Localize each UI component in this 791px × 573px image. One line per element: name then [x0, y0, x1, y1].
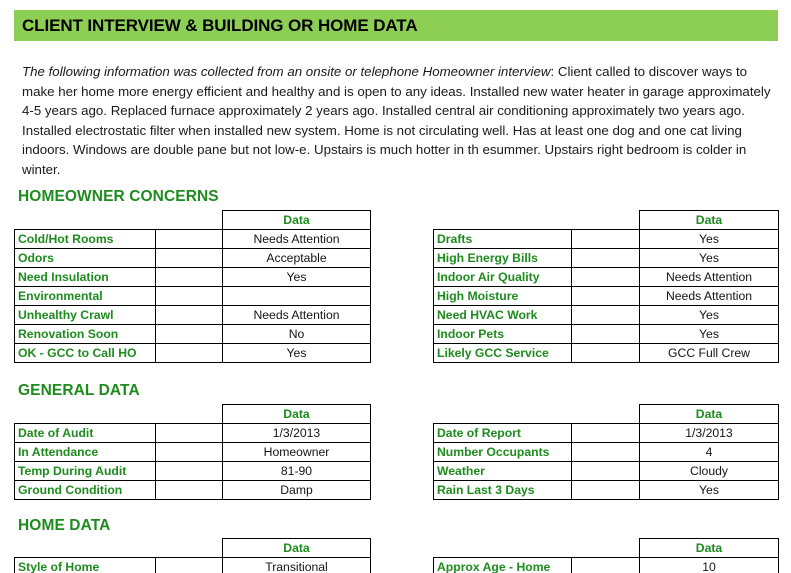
row-middle-cell[interactable] [572, 462, 640, 481]
section-heading-home-data: HOME DATA [18, 517, 111, 534]
column-header-data: Data [640, 211, 779, 230]
row-value-in-attendance[interactable]: Homeowner [223, 443, 371, 462]
table-homeowner-concerns-right [433, 210, 779, 363]
table-row [15, 443, 371, 462]
row-middle-cell[interactable] [572, 424, 640, 443]
row-middle-cell[interactable] [156, 424, 223, 443]
table-homeowner-concerns-left [14, 210, 371, 363]
row-value-need-hvac-work[interactable]: Yes [640, 306, 779, 325]
row-value-approx-age-home[interactable]: 10 [640, 558, 779, 573]
row-value-ground-condition[interactable]: Damp [223, 481, 371, 500]
table-row [15, 424, 371, 443]
table-row [434, 443, 779, 462]
header-spacer-cell [572, 211, 640, 230]
row-value-ok-gcc-to-call-ho[interactable]: Yes [223, 344, 371, 363]
row-label-drafts: Drafts [434, 230, 572, 249]
row-middle-cell[interactable] [156, 462, 223, 481]
row-value-likely-gcc-service[interactable]: GCC Full Crew [640, 344, 779, 363]
row-label-renovation-soon: Renovation Soon [15, 325, 156, 344]
table-row [434, 268, 779, 287]
table-header-row [434, 211, 779, 230]
section-heading-homeowner-concerns: HOMEOWNER CONCERNS [18, 188, 219, 205]
row-value-drafts[interactable]: Yes [640, 230, 779, 249]
column-header-data: Data [223, 539, 371, 558]
table-header-row [15, 405, 371, 424]
row-value-high-energy-bills[interactable]: Yes [640, 249, 779, 268]
row-label-temp-during-audit: Temp During Audit [15, 462, 156, 481]
row-value-date-of-report[interactable]: 1/3/2013 [640, 424, 779, 443]
row-middle-cell[interactable] [572, 325, 640, 344]
row-middle-cell[interactable] [156, 443, 223, 462]
row-label-environmental: Environmental [15, 287, 156, 306]
column-header-data: Data [223, 405, 371, 424]
header-spacer-cell [15, 211, 156, 230]
table-row [15, 344, 371, 363]
row-label-odors: Odors [15, 249, 156, 268]
row-value-odors[interactable]: Acceptable [223, 249, 371, 268]
row-value-need-insulation[interactable]: Yes [223, 268, 371, 287]
header-spacer-cell [434, 405, 572, 424]
row-middle-cell[interactable] [156, 344, 223, 363]
row-label-likely-gcc-service: Likely GCC Service [434, 344, 572, 363]
row-middle-cell[interactable] [572, 249, 640, 268]
row-middle-cell[interactable] [156, 230, 223, 249]
row-value-cold-hot-rooms[interactable]: Needs Attention [223, 230, 371, 249]
header-spacer-cell [156, 539, 223, 558]
row-label-rain-last-3-days: Rain Last 3 Days [434, 481, 572, 500]
page-title: CLIENT INTERVIEW & BUILDING OR HOME DATA [22, 15, 418, 35]
page-header-banner [14, 10, 778, 41]
column-header-data: Data [640, 405, 779, 424]
table-general-data-left [14, 404, 371, 500]
intro-lead-text: The following information was collected from an onsite or telephone Homeowner interview [22, 64, 551, 79]
row-value-renovation-soon[interactable]: No [223, 325, 371, 344]
row-label-weather: Weather [434, 462, 572, 481]
row-value-indoor-pets[interactable]: Yes [640, 325, 779, 344]
row-value-style-of-home[interactable]: Transitional [223, 558, 371, 573]
table-row [15, 230, 371, 249]
table-row [15, 558, 371, 573]
header-spacer-cell [572, 539, 640, 558]
row-middle-cell[interactable] [572, 443, 640, 462]
table-row [434, 249, 779, 268]
row-middle-cell[interactable] [572, 287, 640, 306]
header-spacer-cell [156, 211, 223, 230]
header-spacer-cell [156, 405, 223, 424]
row-label-in-attendance: In Attendance [15, 443, 156, 462]
column-header-data: Data [640, 539, 779, 558]
row-label-number-occupants: Number Occupants [434, 443, 572, 462]
row-middle-cell[interactable] [156, 249, 223, 268]
row-value-unhealthy-crawl[interactable]: Needs Attention [223, 306, 371, 325]
header-spacer-cell [15, 539, 156, 558]
row-label-high-energy-bills: High Energy Bills [434, 249, 572, 268]
table-row [15, 325, 371, 344]
row-value-number-occupants[interactable]: 4 [640, 443, 779, 462]
table-header-row [434, 539, 779, 558]
row-middle-cell[interactable] [156, 325, 223, 344]
row-value-weather[interactable]: Cloudy [640, 462, 779, 481]
row-label-ok-gcc-to-call-ho: OK - GCC to Call HO [15, 344, 156, 363]
row-middle-cell[interactable] [572, 230, 640, 249]
table-row [15, 306, 371, 325]
row-middle-cell[interactable] [156, 481, 223, 500]
table-header-row [15, 539, 371, 558]
row-value-rain-last-3-days[interactable]: Yes [640, 481, 779, 500]
row-label-need-hvac-work: Need HVAC Work [434, 306, 572, 325]
header-spacer-cell [434, 539, 572, 558]
row-middle-cell[interactable] [156, 558, 223, 573]
table-row [434, 462, 779, 481]
table-home-data-right [433, 538, 779, 573]
row-value-date-of-audit[interactable]: 1/3/2013 [223, 424, 371, 443]
row-middle-cell[interactable] [156, 287, 223, 306]
row-middle-cell[interactable] [572, 344, 640, 363]
table-row [434, 344, 779, 363]
table-row [434, 325, 779, 344]
row-value-environmental[interactable] [223, 287, 371, 306]
row-middle-cell[interactable] [572, 268, 640, 287]
row-middle-cell[interactable] [156, 306, 223, 325]
row-label-indoor-air-quality: Indoor Air Quality [434, 268, 572, 287]
row-middle-cell[interactable] [572, 481, 640, 500]
table-row [15, 462, 371, 481]
row-value-temp-during-audit[interactable]: 81-90 [223, 462, 371, 481]
table-header-row [15, 211, 371, 230]
row-label-ground-condition: Ground Condition [15, 481, 156, 500]
table-row [434, 481, 779, 500]
row-label-need-insulation: Need Insulation [15, 268, 156, 287]
row-value-indoor-air-quality[interactable]: Needs Attention [640, 268, 779, 287]
row-value-high-moisture[interactable]: Needs Attention [640, 287, 779, 306]
intro-body-text: : Client called to discover ways to make her home more energy efficient and healthy and is open to any ideas. Installed new water heater in garage approximately 4-5 years ago. Replaced furnace approximately 2 years ago. Installed central air conditioning approximately two years ago. Installed electrostatic filter when installed new system. Home is not circulating well. Has at least one dog and one cat living indoors. Windows are double pane but not low-e. Upstairs is much hotter in th esummer. Upstairs right bedroom is colder in winter. [22, 64, 771, 177]
row-label-style-of-home: Style of Home [15, 558, 156, 573]
table-row [15, 481, 371, 500]
column-header-data: Data [223, 211, 371, 230]
table-row [434, 306, 779, 325]
row-middle-cell[interactable] [572, 558, 640, 573]
row-label-date-of-report: Date of Report [434, 424, 572, 443]
row-label-date-of-audit: Date of Audit [15, 424, 156, 443]
table-row [434, 287, 779, 306]
header-spacer-cell [15, 405, 156, 424]
row-label-high-moisture: High Moisture [434, 287, 572, 306]
row-middle-cell[interactable] [572, 306, 640, 325]
table-row [434, 558, 779, 573]
table-general-data-right [433, 404, 779, 500]
header-spacer-cell [572, 405, 640, 424]
row-label-approx-age-home: Approx Age - Home [434, 558, 572, 573]
table-row [434, 230, 779, 249]
table-row [15, 287, 371, 306]
table-row [15, 268, 371, 287]
table-row [434, 424, 779, 443]
row-label-cold-hot-rooms: Cold/Hot Rooms [15, 230, 156, 249]
intro-paragraph [22, 62, 778, 180]
row-label-unhealthy-crawl: Unhealthy Crawl [15, 306, 156, 325]
table-row [15, 249, 371, 268]
row-label-indoor-pets: Indoor Pets [434, 325, 572, 344]
table-home-data-left [14, 538, 371, 573]
table-header-row [434, 405, 779, 424]
header-spacer-cell [434, 211, 572, 230]
section-heading-general-data: GENERAL DATA [18, 382, 140, 399]
row-middle-cell[interactable] [156, 268, 223, 287]
